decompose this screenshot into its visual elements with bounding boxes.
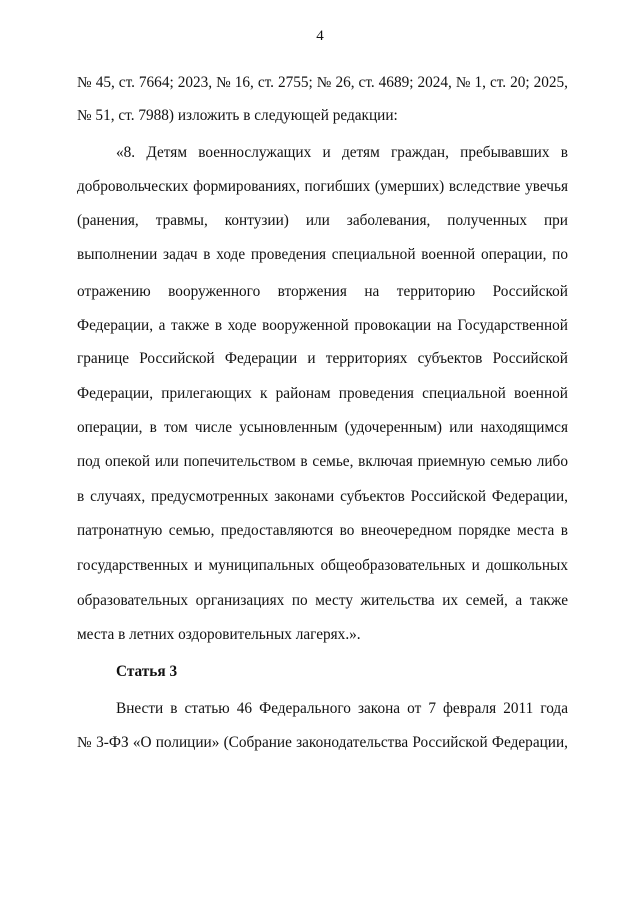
text-line: № 45, ст. 7664; 2023, № 16, ст. 2755; № 26, ст. 4689; 2024, № 1, ст. 20; 2025, [77,74,568,91]
text-line: отражению вооруженного вторжения на территорию Российской [77,283,568,300]
text-line: добровольческих формированиях, погибших (умерших) вследствие увечья [77,178,568,195]
text-line: № 3-ФЗ «О полиции» (Собрание законодательства Российской Федерации, [77,734,568,751]
text-line: государственных и муниципальных общеобразовательных и дошкольных [77,557,568,574]
text-line: (ранения, травмы, контузии) или заболевания, полученных при [77,212,568,229]
text-line: в случаях, предусмотренных законами субъектов Российской Федерации, [77,488,568,505]
text-line: выполнении задач в ходе проведения специальной военной операции, по [77,246,568,263]
page-number: 4 [316,28,324,44]
text-line: операции, в том числе усыновленным (удочеренным) или находящимся [77,419,568,436]
text-line: № 51, ст. 7988) изложить в следующей редакции: [77,107,398,124]
text-line: патронатную семью, предоставляются во внеочередном порядке места в [77,522,568,539]
text-line: Федерации, прилегающих к районам проведения специальной военной [77,385,568,402]
text-line: под опекой или попечительством в семье, включая приемную семью либо [77,453,568,470]
text-line: границе Российской Федерации и территориях субъектов Российской [77,350,568,367]
text-line: образовательных организациях по месту жительства их семей, а также [77,592,568,609]
text-line: «8. Детям военнослужащих и детям граждан, пребывавших в [116,144,568,161]
text-line: места в летних оздоровительных лагерях.». [77,626,361,643]
text-line: Внести в статью 46 Федерального закона от 7 февраля 2011 года [116,700,568,717]
text-line: Федерации, а также в ходе вооруженной провокации на Государственной [77,317,568,334]
article-heading: Статья 3 [116,663,178,680]
